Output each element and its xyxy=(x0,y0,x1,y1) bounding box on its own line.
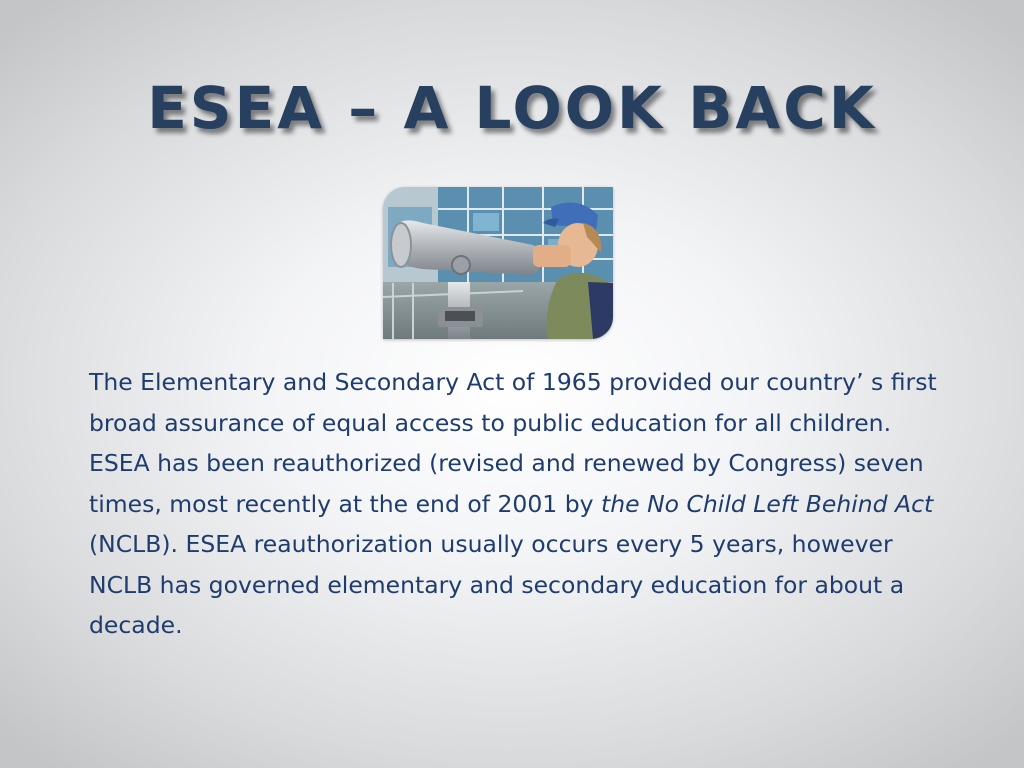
body-text-emphasis: the No Child Left Behind Act xyxy=(601,489,934,518)
body-text-part1: The Elementary and Secondary Act of 1965 provided our country’ s first broad assurance of equal access to public education for all children. ESEA has been reauthorized (revised and renewed by Congress) seven times, most recently at the end of 2001 by xyxy=(89,368,937,518)
body-text-part2: (NCLB). ESEA reauthorization usually occurs every 5 years, however NCLB has governed elementary and secondary education for about a decade. xyxy=(89,530,905,639)
body-paragraph xyxy=(89,362,939,646)
child-binoculars-photo xyxy=(383,187,613,339)
slide-title: ESEA – A LOOK BACK xyxy=(147,74,877,142)
